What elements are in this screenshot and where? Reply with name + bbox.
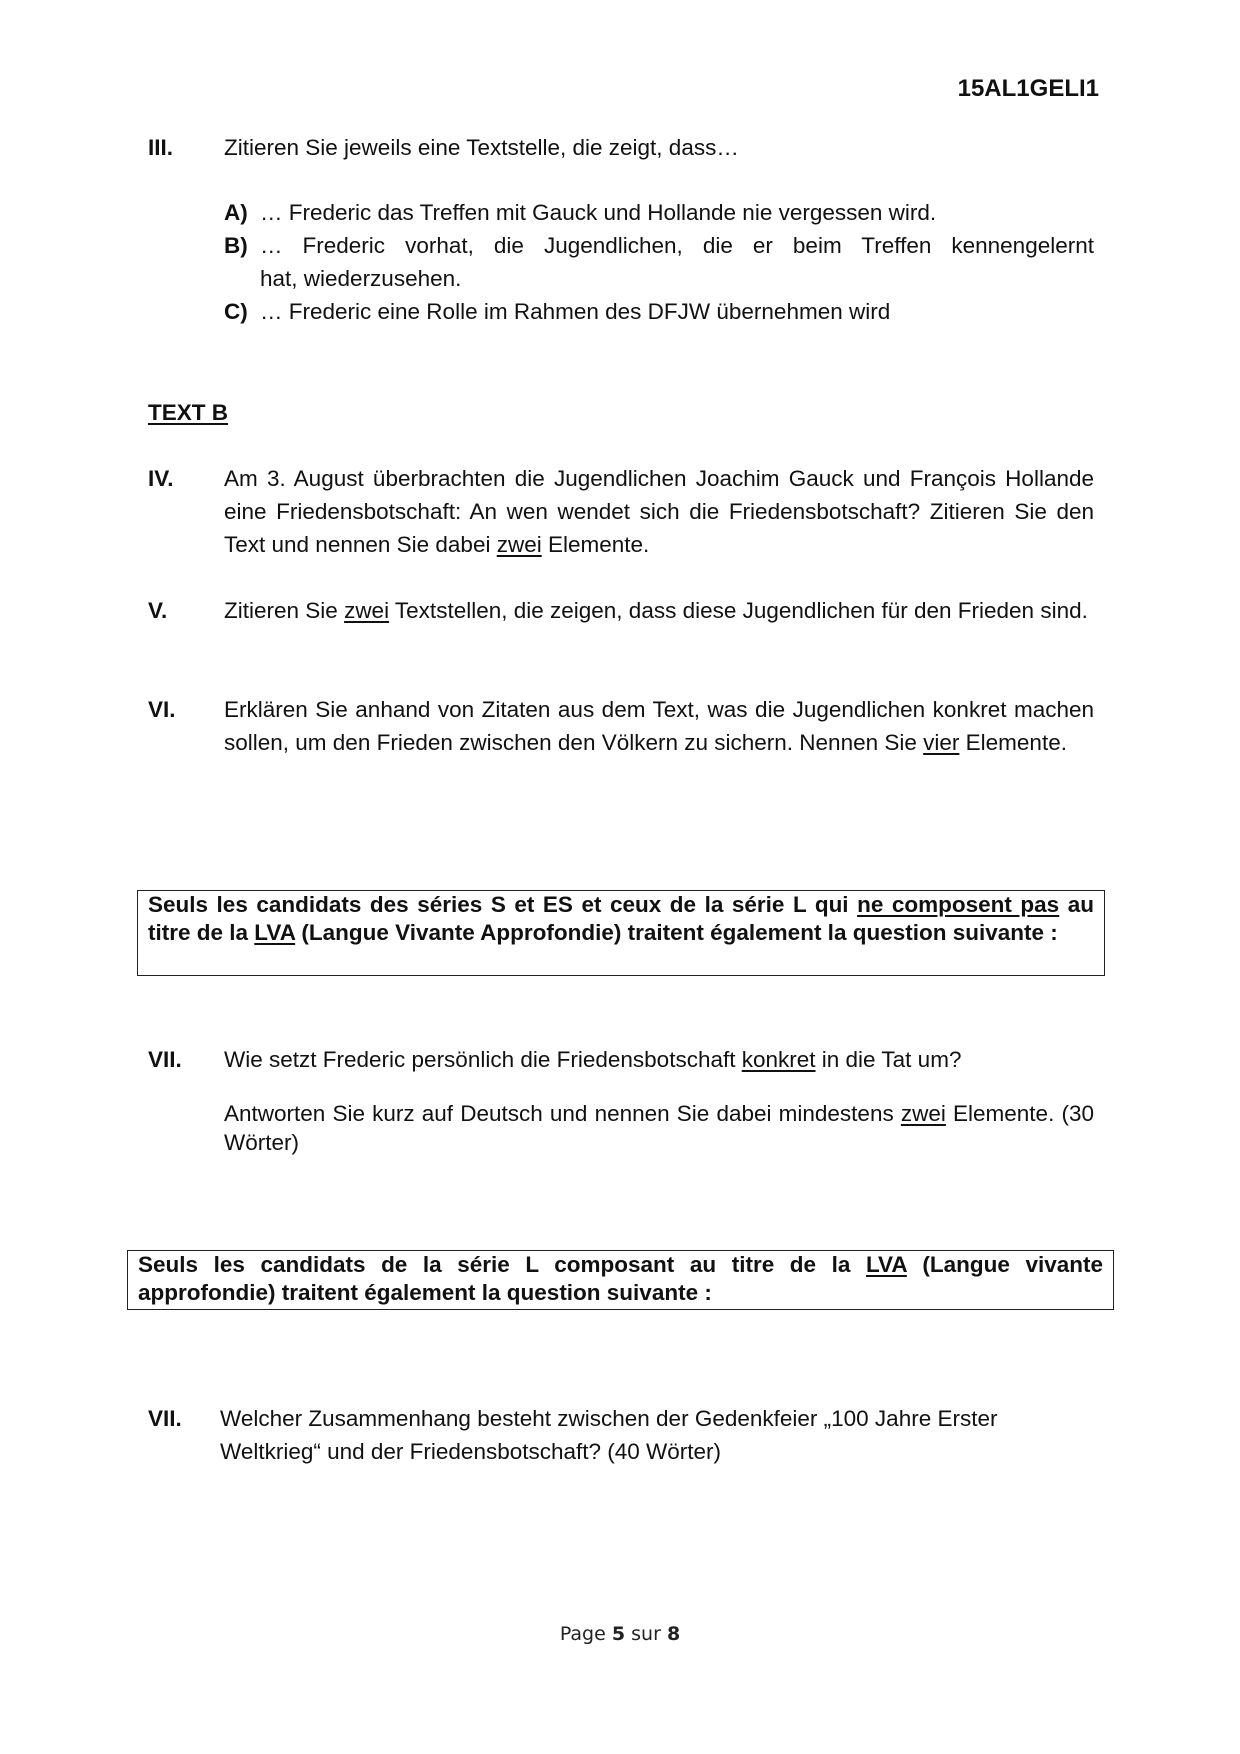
question-number-7b: VII. [148,1406,182,1431]
question-number-6: VI. [148,697,176,722]
emphasis: vier [923,730,960,755]
question-6-text: Erklären Sie anhand von Zitaten aus dem Text, was die Jugendlichen konkret machen sollen, um den Frieden zwischen den Völkern zu sichern. Nennen Sie vier Elemente. [224,697,1094,755]
question-3-item-c [224,295,1094,328]
emphasis: LVA [254,920,296,945]
question-number-5: V. [148,598,168,623]
question-number-3: III. [148,135,174,160]
emphasis: zwei [344,598,390,623]
item-label: A) [224,200,248,225]
question-7b-text: Welcher Zusammenhang besteht zwischen der Gedenkfeier „100 Jahre Erster Weltkrieg“ und der Friedensbotschaft? (40 Wörter) [220,1406,998,1464]
document-code: 15AL1GELI1 [957,75,1099,102]
question-7a-text: Wie setzt Frederic persönlich die Friedensbotschaft konkret in die Tat um? [224,1047,962,1072]
emphasis: zwei [900,1101,946,1126]
page-separator: sur [631,1623,661,1645]
item-text: … Frederic eine Rolle im Rahmen des DFJW übernehmen wird [260,299,891,324]
section-title: TEXT B [148,400,229,425]
item-text-line-2: hat, wiederzusehen. [260,266,462,291]
page-total: 8 [666,1623,681,1645]
item-text-line-1: … Frederic vorhat, die Jugendlichen, die er beim Treffen kennengelernt [260,233,1094,258]
item-label: C) [224,299,248,324]
page-number: 5 [611,1623,626,1645]
emphasis: zwei [496,532,542,557]
emphasis: ne composent pas [857,892,1060,917]
item-text: … Frederic das Treffen mit Gauck und Hollande nie vergessen wird. [260,200,937,225]
item-label: B) [224,233,248,258]
page-label: Page [559,1623,606,1645]
question-number-7a: VII. [148,1047,182,1072]
question-3-prompt: Zitieren Sie jeweils eine Textstelle, die zeigt, dass… [224,135,739,160]
question-7a-instruction: Antworten Sie kurz auf Deutsch und nennen Sie dabei mindestens zwei Elemente. (30 Wörter) [224,1101,1094,1155]
page-footer [0,1618,1240,1651]
emphasis: konkret [741,1047,816,1072]
question-5-text: Zitieren Sie zwei Textstellen, die zeigen, dass diese Jugendlichen für den Frieden sind. [224,598,1088,623]
question-4-text: Am 3. August überbrachten die Jugendlichen Joachim Gauck und François Hollande eine Friedensbotschaft: An wen wendet sich die Friedensbotschaft? Zitieren Sie den Text und nennen Sie dabei zwei Elemente. [224,466,1094,557]
notice-box-non-lva: Seuls les candidats des séries S et ES et ceux de la série L qui ne composent pas au titre de la LVA (Langue Vivante Approfondie) traitent également la question suivante : [137,890,1105,976]
emphasis: LVA [865,1252,907,1277]
question-number-4: IV. [148,466,174,491]
question-3-item-b [224,229,1094,295]
question-3-item-a [224,196,1094,229]
notice-box-lva: Seuls les candidats de la série L composant au titre de la LVA (Langue vivante approfondie) traitent également la question suivante : [127,1250,1114,1310]
